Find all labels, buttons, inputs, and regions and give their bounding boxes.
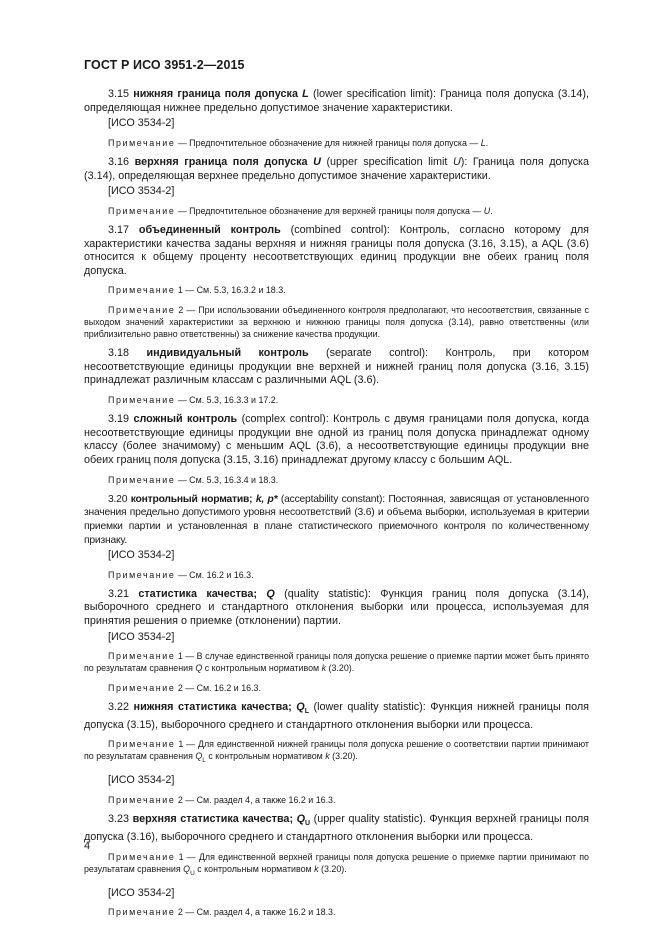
- symbol: Q: [296, 700, 305, 713]
- note: Примечание — См. 16.2 и 16.3.: [108, 569, 254, 580]
- iso-reference: [ИСО 3534-2]: [108, 117, 175, 130]
- note: Примечание — См. 5.3, 16.3.4 и 18.3.: [108, 474, 279, 485]
- iso-reference: [ИСО 3534-2]: [108, 185, 175, 198]
- iso-reference: [ИСО 3534-2]: [108, 630, 175, 643]
- definition-3-16: 3.16 верхняя граница поля допуска U (upper specification limit U): Граница поля допуска (3.14), определяющая верхнее предельно допустимое значение характеристики.: [84, 155, 590, 182]
- note: Примечание 1 — См. 5.3, 16.3.2 и 18.3.: [108, 285, 286, 296]
- term: нижняя граница поля допуска: [133, 88, 298, 100]
- note: Примечание 2 — См. 16.2 и 16.3.: [108, 682, 261, 693]
- page-number: 4: [84, 840, 91, 852]
- note: Примечание — См. 5.3, 16.3.3 и 17.2.: [108, 394, 279, 405]
- definition-3-15: 3.15 нижняя граница поля допуска L (lower specification limit): Граница поля допуска (3.14), определяющая нижнее предельно допустимое значение характеристики.: [84, 88, 590, 114]
- definition-3-20: 3.20 контрольный норматив; k, p* (acceptability constant): Постоянная, зависящая от установленного значения предельно допустимого уровня несоответствий (3.6) и объема выборки, используемая в критерии приемки партии и установленная в плане статистического приемочного контроля по количественному признаку.: [84, 493, 589, 546]
- document-body: [84, 88, 589, 926]
- term: верхняя статистика качества;: [132, 813, 294, 826]
- note: Примечание — Предпочтительное обозначение для нижней границы поля допуска — L.: [108, 137, 489, 148]
- definition-3-22: 3.22 нижняя статистика качества; $Q_L$ (lower quality statistic): Функция нижней границы поля допуска (3.15), выборочного среднего и стандартного отклонения выборки или процесса.: [84, 700, 590, 731]
- document-header: ГОСТ Р ИСО 3951-2—2015: [84, 58, 245, 72]
- note: Примечание 2 — См. раздел 4, а также 16.2 и 16.3.: [108, 795, 336, 805]
- iso-reference: [ИСО 3534-2]: [108, 886, 175, 899]
- definition-3-19: 3.19 сложный контроль (complex control): Контроль с двумя границами поля допуска, когда несоответствующие единицы продукции вне одной из границ поля допуска принадлежат одному классу (более значимому) с меньшим AQL (3.6), а несоответствующие единицы продукции вне обеих границ поля допуска (3.15, 3.16) принадлежат другому классу с большим AQL.: [84, 413, 590, 466]
- term: верхняя граница поля допуска: [134, 155, 308, 168]
- symbol: L: [302, 88, 309, 100]
- symbol: Q: [296, 813, 306, 826]
- note: Примечание 1 — Для единственной верхней границы поля допуска решение о приемке партии принимают по результатам сравнения $Q_U$ с контрольным нормативом k (3.20).: [84, 851, 589, 877]
- term: контрольный норматив;: [130, 493, 253, 505]
- term: нижняя статистика качества;: [133, 700, 292, 713]
- definition-3-17: 3.17 объединенный контроль (combined control): Контроль, согласно которому для характеристики качества заданы верхняя и нижняя границы поля допуска (3.16, 3.15), а AQL (3.6) относится к общему проценту несоответствующих единиц продукции вне обеих границ поля допуска.: [84, 223, 590, 277]
- note: Примечание 1 — Для единственной нижней границы поля допуска решение о соответствии партии принимают по результатам сравнения $Q_L$ с контрольным нормативом k (3.20).: [84, 739, 589, 765]
- symbol: k, p*: [255, 493, 278, 505]
- term: сложный контроль: [133, 413, 238, 426]
- term: индивидуальный контроль: [146, 347, 309, 360]
- term: объединенный контроль: [138, 223, 281, 236]
- note: Примечание 2 — При использовании объединенного контроля предполагают, что несоответствия, связанные с выходом значений характеристики за верхнюю и нижнюю границы поля допуска (3.14), равно ответственны (или приблизительно равно ответственны) за снижение качества продукции.: [84, 304, 589, 339]
- note: Примечание 1 — В случае единственной границы поля допуска решение о приемке партии может быть принято по результатам сравнения Q с контрольным нормативом k (3.20).: [84, 651, 590, 674]
- definition-3-21: 3.21 статистика качества; Q (quality statistic): Функция границ поля допуска (3.14), выборочного среднего и стандартного отклонения выборки или процесса, используемая для принятия решения о приемке (отклонении) партии.: [84, 587, 590, 628]
- note: Примечание — Предпочтительное обозначение для верхней границы поля допуска — U.: [108, 205, 493, 216]
- definition-3-23: 3.23 верхняя статистика качества; $Q_U$ (upper quality statistic). Функция верхней границы поля допуска (3.16), выборочного среднего и стандартного отклонения выборки или процесса.: [84, 813, 590, 843]
- term: статистика качества;: [138, 587, 257, 600]
- note: Примечание 2 — См. раздел 4, а также 16.2 и 18.3.: [108, 907, 336, 918]
- iso-reference: [ИСО 3534-2]: [108, 774, 175, 787]
- symbol: U: [313, 155, 321, 168]
- symbol: Q: [266, 587, 275, 600]
- iso-reference: [ИСО 3534-2]: [108, 549, 175, 562]
- definition-3-18: 3.18 индивидуальный контроль (separate control): Контроль, при котором несоответствующие единицы продукции вне верхней и нижней границ поля допуска (3.16, 3.15) принадлежат различным классам с различными AQL (3.6).: [84, 347, 589, 387]
